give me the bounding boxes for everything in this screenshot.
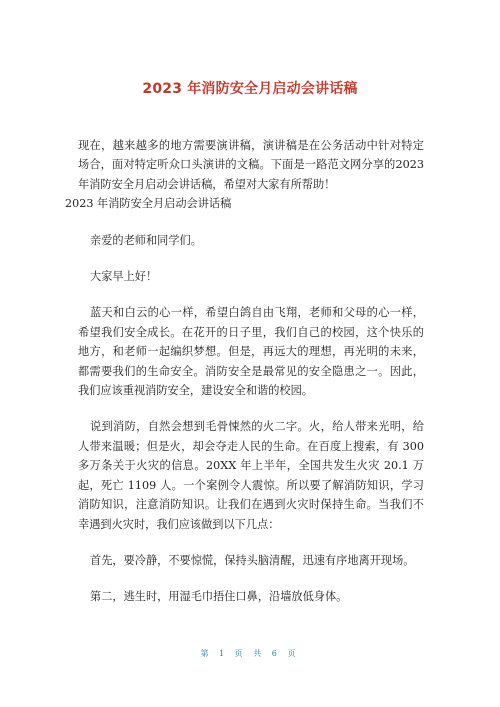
greeting-paragraph: 亲爱的老师和同学们。 bbox=[90, 233, 202, 247]
body-paragraph-4: 第二，逃生时，用湿毛巾捂住口鼻，沿墙放低身体。 bbox=[90, 590, 348, 604]
body-paragraph-2: 说到消防，自然会想到毛骨悚然的火二字。火，给人带来光明，给人带来温暖；但是火，却会夺走人民的生命。在百度上搜索，有 300 多万条关于火灾的信息。20XX 年上半年，全国共发生火灾 20.1 万起，死亡 1109 人。一个案例令人震惊。所以要了解消防知识，学习消防知识，注意消防知识。让我们在遇到火灾时保持生命。当我们不幸遇到火灾时，我们应该做到以下几点： bbox=[78, 420, 424, 531]
document-body bbox=[65, 136, 424, 607]
page-number-footer: 第 1 页 共 6 页 bbox=[200, 649, 300, 658]
intro-paragraph: 现在，越来越多的地方需要演讲稿，演讲稿是在公务活动中针对特定场合，面对特定听众口头演讲的文稿。下面是一路范文网分享的2023 年消防安全月启动会讲话稿，希望对大家有所帮助！ bbox=[78, 139, 424, 191]
body-paragraph-3: 首先，要冷静，不要惊慌，保持头脑清醒，迅速有序地离开现场。 bbox=[90, 553, 415, 567]
document-title: 2023 年消防安全月启动会讲话稿 bbox=[142, 81, 358, 97]
subtitle-line: 2023 年消防安全月启动会讲话稿 bbox=[65, 197, 232, 211]
body-paragraph-1: 蓝天和白云的心一样，希望白鸽自由飞翔，老师和父母的心一样，希望我们安全成长。在花开的日子里，我们自己的校园，这个快乐的地方，和老师一起编织梦想。但是，再远大的理想，再光明的未来，都需要我们的生命安全。消防安全是最常见的安全隐患之一。因此，我们应该重视消防安全，建设安全和谐的校园。 bbox=[78, 306, 424, 398]
morning-paragraph: 大家早上好！ bbox=[90, 270, 158, 284]
